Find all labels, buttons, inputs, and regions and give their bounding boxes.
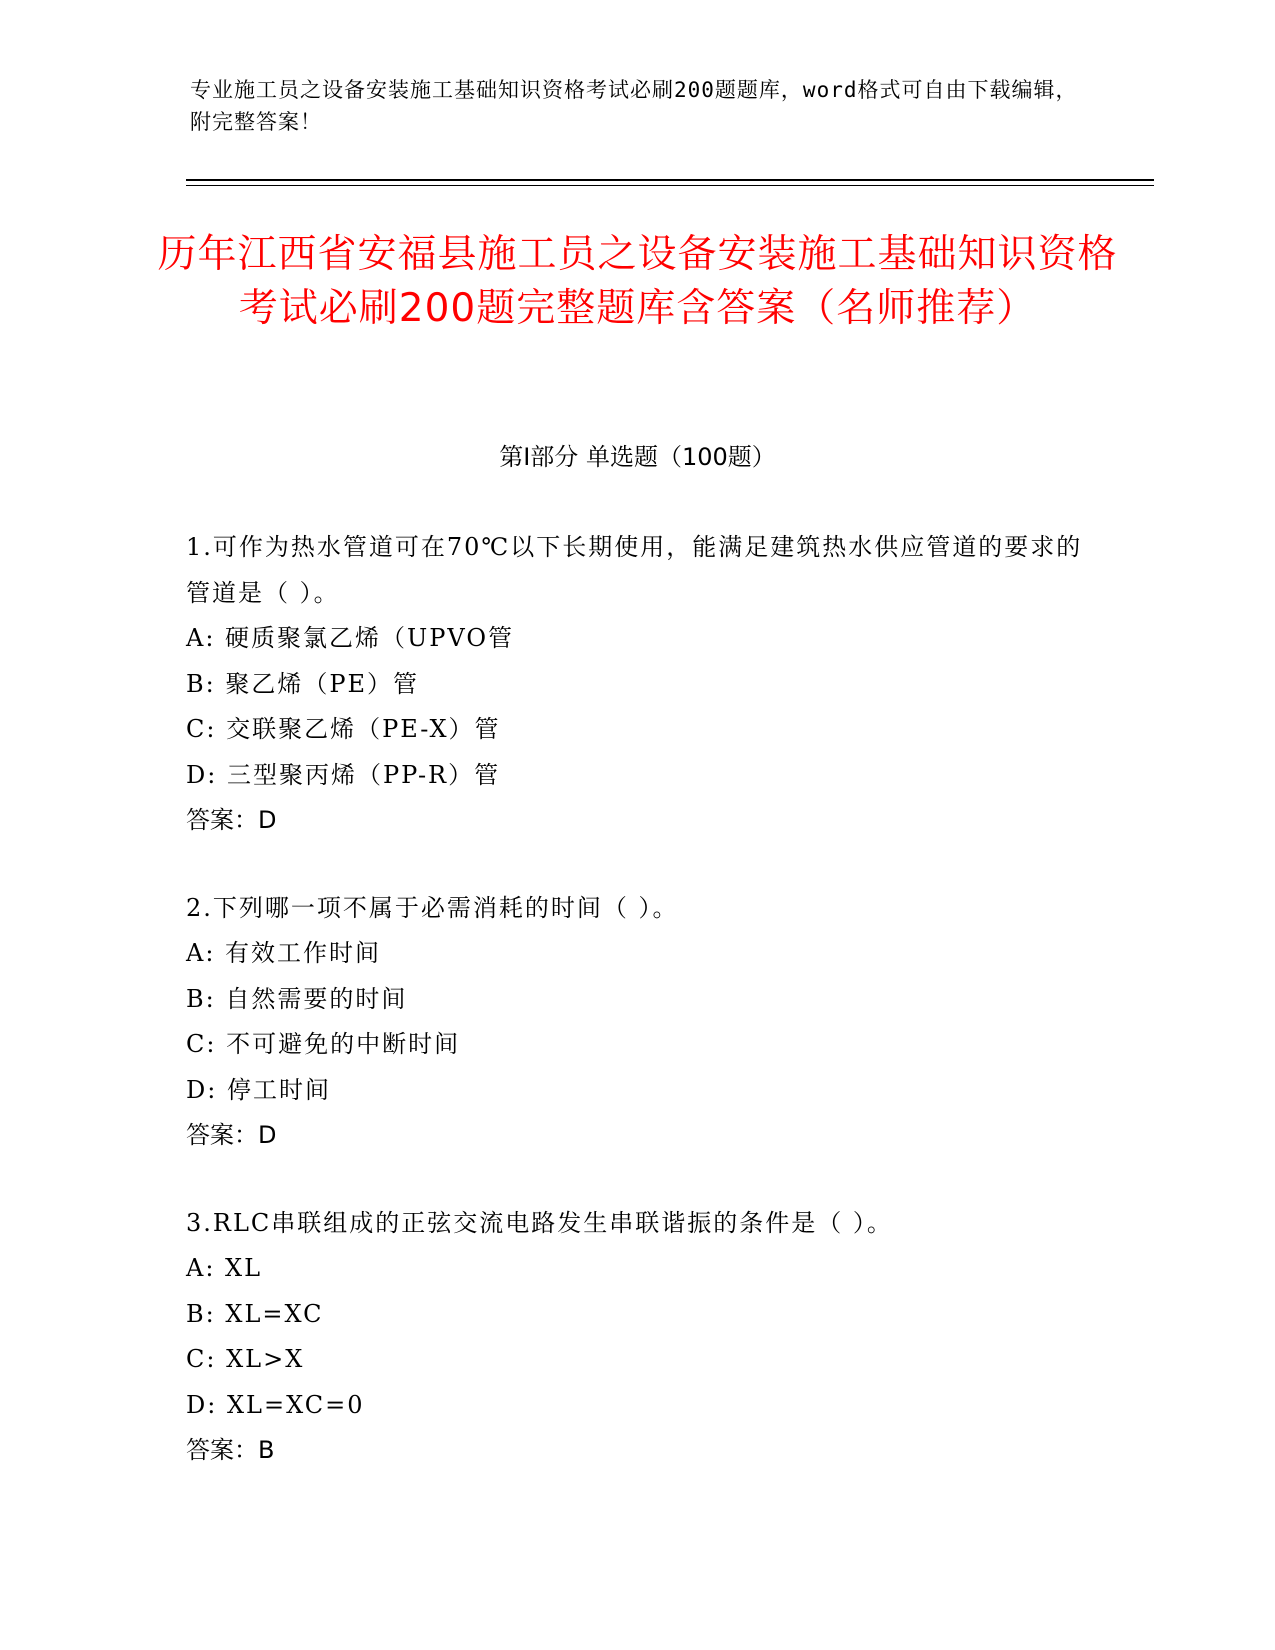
- option-d: D: 停工时间: [186, 1075, 331, 1104]
- question-list: [186, 525, 1086, 1516]
- header-note: 专业施工员之设备安装施工基础知识资格考试必刷200题题库，word格式可自由下载编辑，附完整答案！: [190, 78, 1078, 134]
- document-title: 历年江西省安福县施工员之设备安装施工基础知识资格考试必刷200题完整题库含答案（名师推荐）: [157, 232, 1118, 331]
- answer: 答案：B: [186, 1436, 275, 1464]
- option-a: A: 硬质聚氯乙烯（UPVO管: [186, 624, 515, 652]
- section-heading: 第I部分 单选题（100题）: [499, 443, 776, 471]
- option-b: B: XL=XC: [186, 1299, 324, 1328]
- question-3: [186, 1201, 1086, 1474]
- answer: 答案：D: [186, 1121, 277, 1149]
- option-c: C: XL>X: [186, 1345, 305, 1373]
- question-text: 3.RLC串联组成的正弦交流电路发生串联谐振的条件是（ ）。: [186, 1208, 893, 1237]
- option-a: A: 有效工作时间: [186, 939, 382, 967]
- option-a: A: XL: [186, 1254, 263, 1282]
- answer: 答案：D: [186, 806, 277, 834]
- option-b: B: 自然需要的时间: [186, 984, 408, 1013]
- header-divider-thick: [186, 179, 1154, 181]
- option-d: D: 三型聚丙烯（PP-R）管: [186, 760, 501, 789]
- question-2: [186, 886, 1086, 1159]
- question-text: 1.可作为热水管道可在70℃以下长期使用，能满足建筑热水供应管道的要求的管道是（ ）。: [186, 533, 1083, 607]
- option-b: B: 聚乙烯（PE）管: [186, 669, 420, 698]
- header-divider-thin: [186, 185, 1154, 186]
- question-1: [186, 525, 1086, 844]
- option-c: C: 不可避免的中断时间: [186, 1030, 461, 1058]
- option-d: D: XL=XC=0: [186, 1390, 365, 1419]
- option-c: C: 交联聚乙烯（PE-X）管: [186, 715, 501, 743]
- question-text: 2.下列哪一项不属于必需消耗的时间（ ）。: [186, 893, 679, 922]
